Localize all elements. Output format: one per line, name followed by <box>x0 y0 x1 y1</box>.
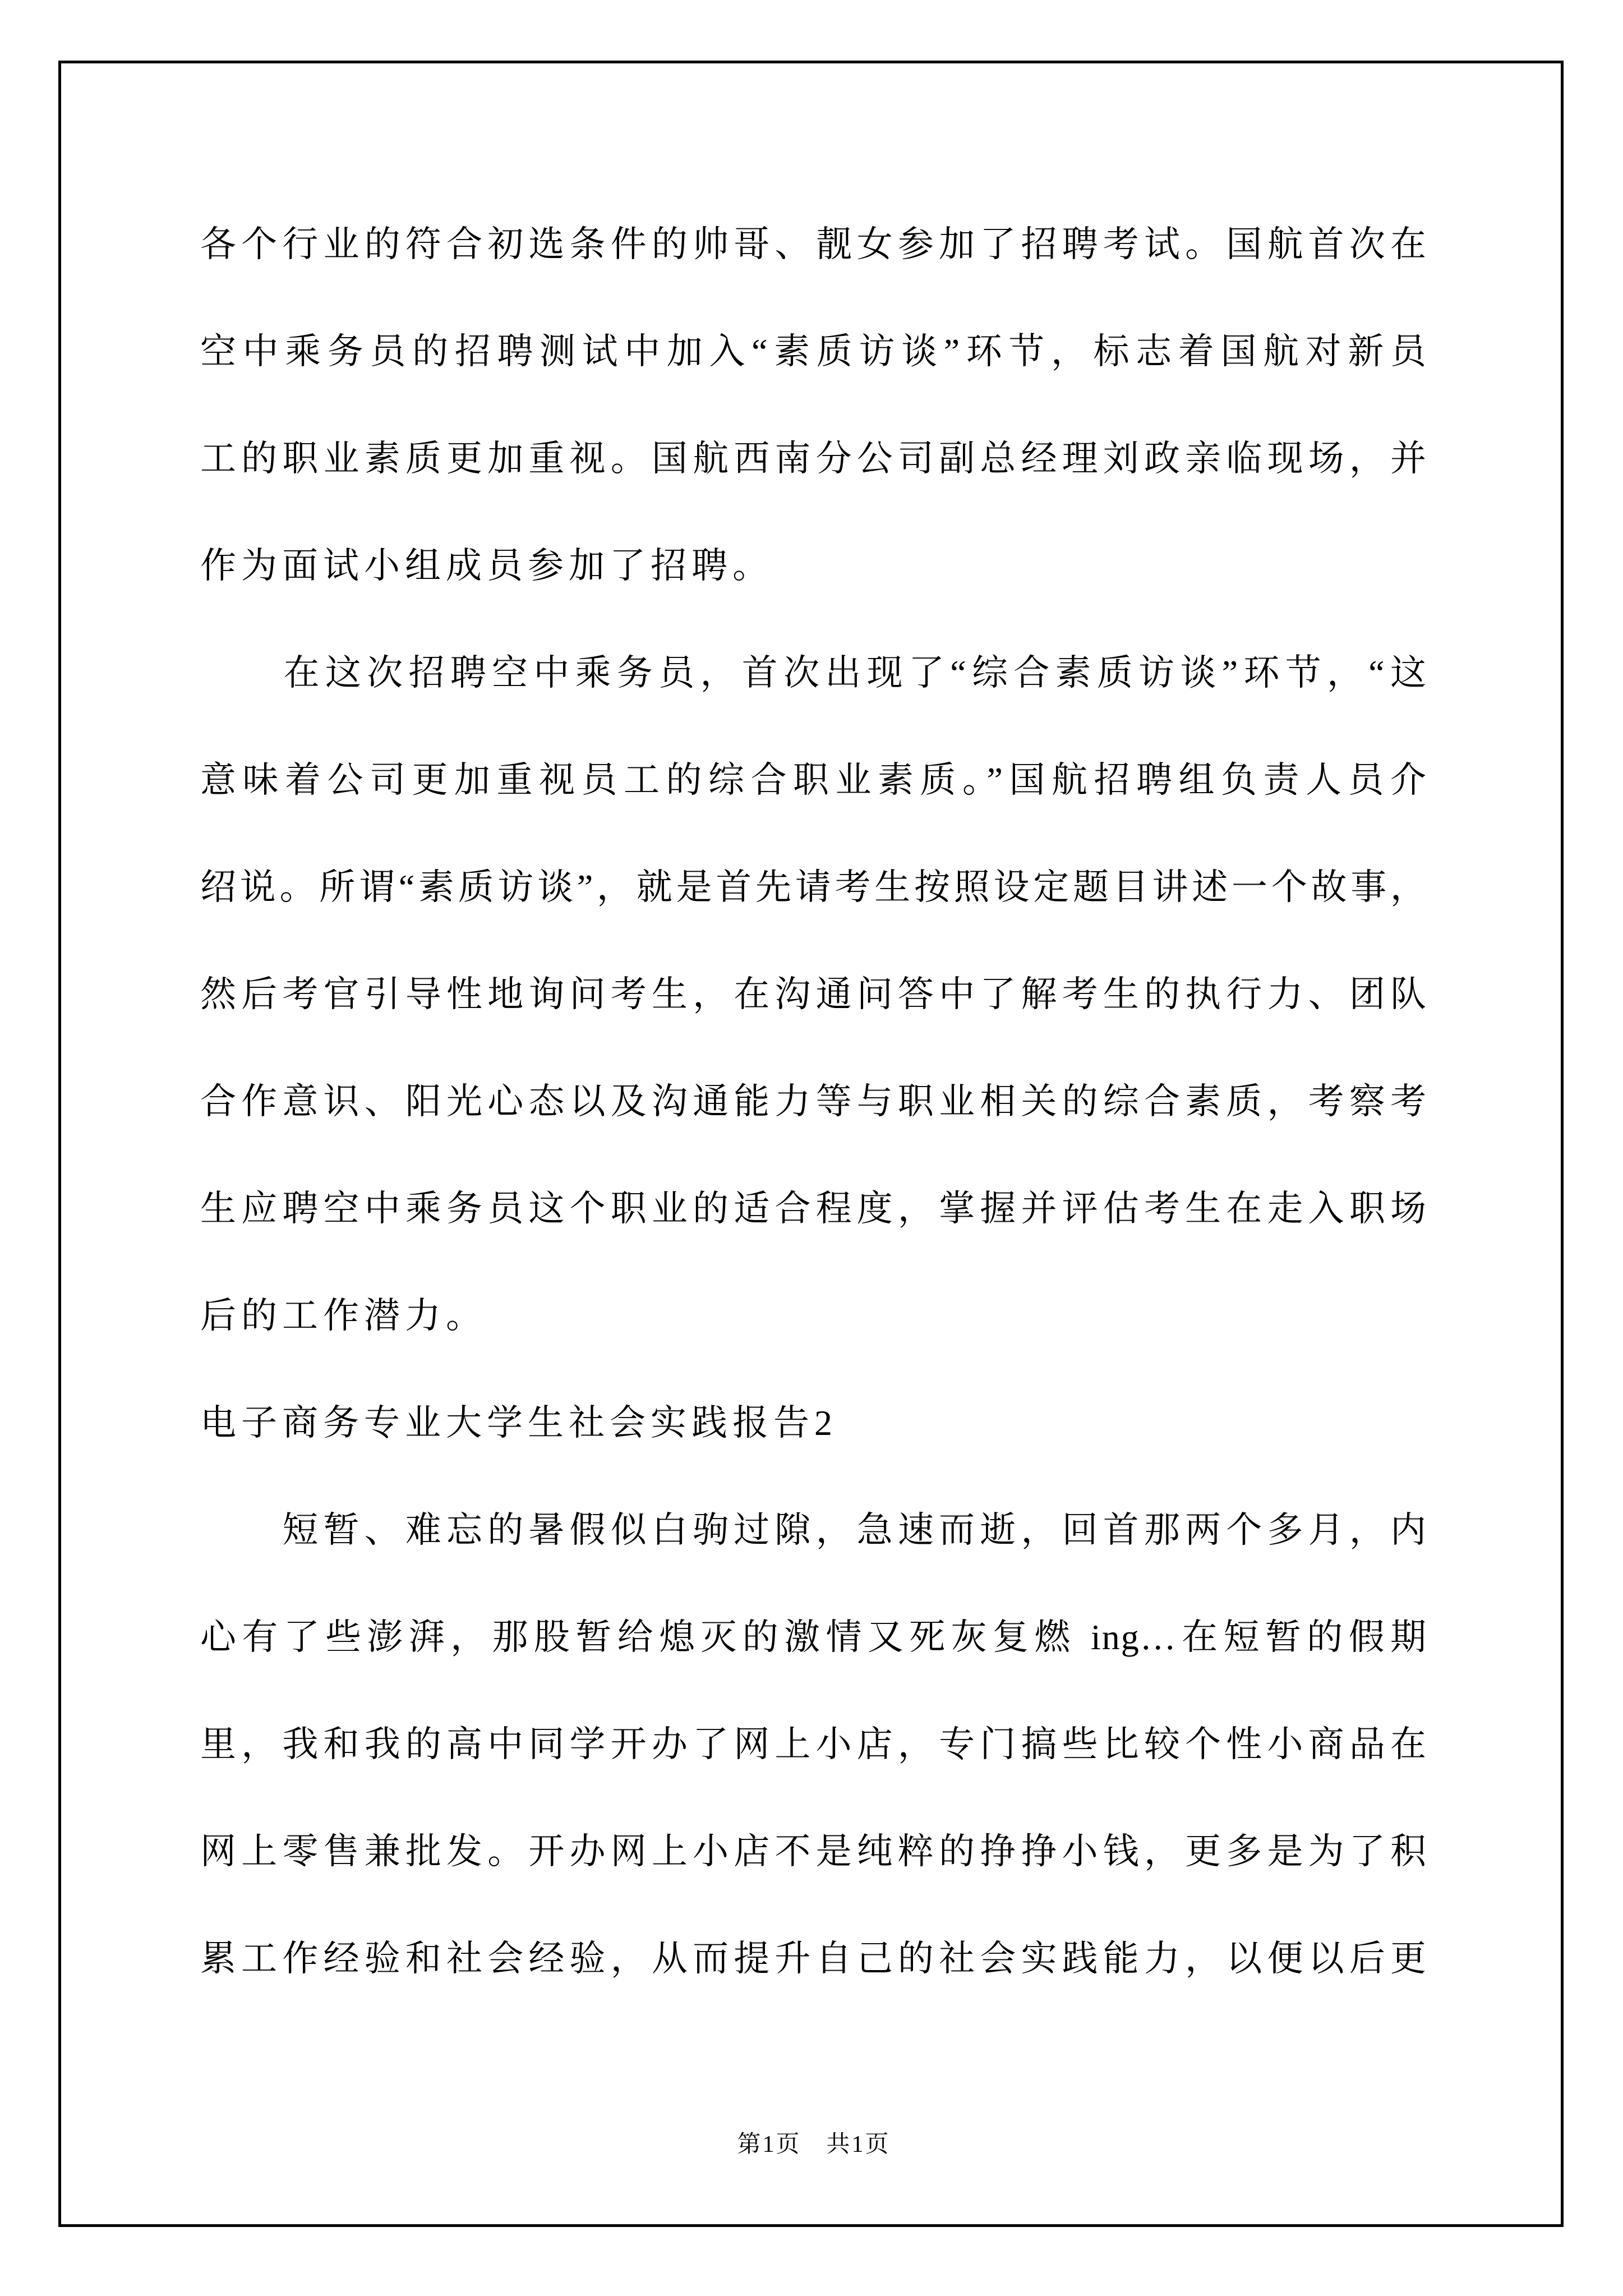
text-line: 里，我和我的高中同学开办了网上小店，专门搞些比较个性小商品在 <box>200 1724 1427 1764</box>
text-line: 绍说。所谓“素质访谈”，就是首先请考生按照设定题目讲述一个故事， <box>200 867 1427 907</box>
text-line: 工的职业素质更加重视。国航西南分公司副总经理刘政亲临现场，并 <box>200 439 1427 478</box>
text-line: 后的工作潜力。 <box>200 1296 487 1336</box>
document-body <box>200 191 1427 2012</box>
text-line: 作为面试小组成员参加了招聘。 <box>200 546 773 586</box>
text-line: 各个行业的符合初选条件的帅哥、靓女参加了招聘考试。国航首次在 <box>200 224 1427 264</box>
text-line: 短暂、难忘的暑假似白驹过隙，急速而逝，回首那两个多月，内 <box>200 1510 1427 1550</box>
text-line: 累工作经验和社会经验，从而提升自己的社会实践能力，以便以后更 <box>200 1939 1427 1978</box>
text-line: 然后考官引导性地询问考生，在沟通问答中了解考生的执行力、团队 <box>200 974 1427 1014</box>
text-line: 在这次招聘空中乘务员，首次出现了“综合素质访谈”环节，“这 <box>200 653 1427 693</box>
section-heading: 电子商务专业大学生社会实践报告2 <box>200 1403 837 1443</box>
text-line: 生应聘空中乘务员这个职业的适合程度，掌握并评估考生在走入职场 <box>200 1189 1427 1228</box>
text-line: 意味着公司更加重视员工的综合职业素质。”国航招聘组负责人员介 <box>200 760 1427 800</box>
text-line: 空中乘务员的招聘测试中加入“素质访谈”环节，标志着国航对新员 <box>200 332 1427 371</box>
text-line: 心有了些澎湃，那股暂给熄灭的激情又死灰复燃 ing…在短暂的假期 <box>200 1617 1427 1657</box>
text-line: 合作意识、阳光心态以及沟通能力等与职业相关的综合素质，考察考 <box>200 1082 1427 1121</box>
page-footer: 第1页 共1页 <box>737 2132 891 2157</box>
text-line: 网上零售兼批发。开办网上小店不是纯粹的挣挣小钱，更多是为了积 <box>200 1832 1427 1871</box>
